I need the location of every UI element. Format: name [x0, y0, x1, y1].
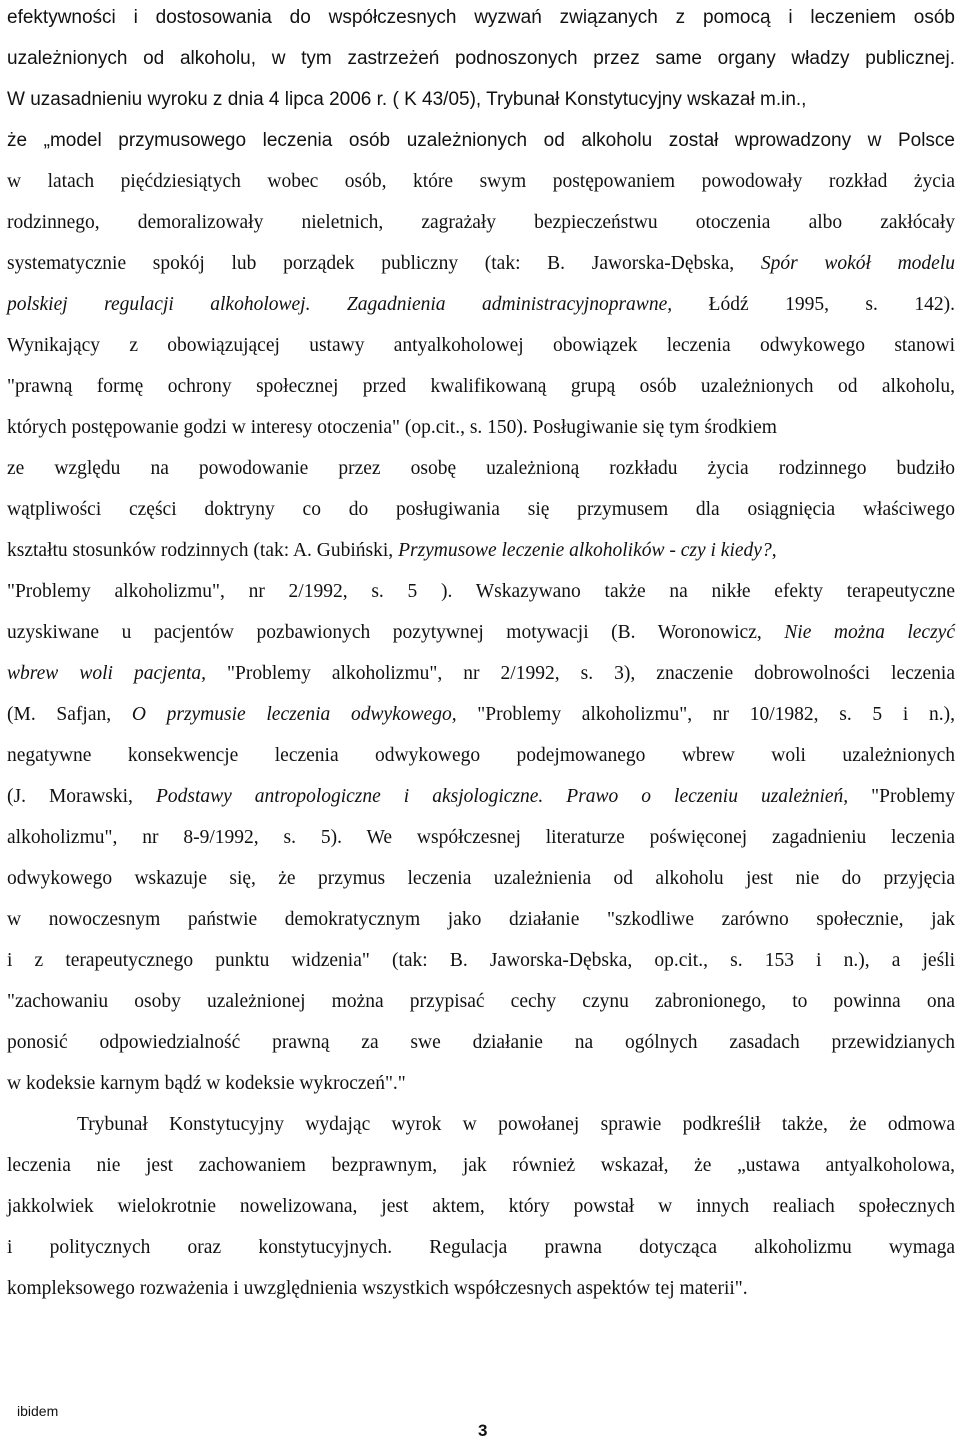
text-line — [7, 782, 955, 812]
italic-citation-text: Nie można leczyć — [784, 622, 955, 643]
text-line — [7, 85, 955, 115]
text-line — [7, 3, 955, 33]
text-segment: w latach pięćdziesiątych wobec osób, które swym postępowaniem powodowały rozkład życia — [7, 171, 955, 192]
text-line — [7, 823, 955, 853]
italic-citation-text: Podstawy antropologiczne i aksjologiczne. Prawo o leczeniu uzależnień, — [155, 786, 849, 807]
text-line — [7, 1151, 955, 1181]
text-line — [7, 1274, 955, 1304]
text-line — [7, 987, 955, 1017]
text-segment: negatywne konsekwencje leczenia odwykowego podejmowanego wbrew woli uzależnionych — [7, 745, 955, 766]
text-line — [7, 946, 955, 976]
text-segment: (J. Morawski, — [7, 786, 156, 807]
text-line — [7, 413, 955, 443]
text-segment: odwykowego wskazuje się, że przymus leczenia uzależnienia od alkoholu jest nie do przyjęcia — [7, 868, 955, 889]
text-line — [7, 741, 955, 771]
text-segment: "Problemy alkoholizmu", nr 10/1982, s. 5 i n.), — [456, 704, 955, 725]
text-line — [7, 208, 955, 238]
text-segment: kompleksowego rozważenia i uwzględnienia wszystkich współczesnych aspektów tej materii". — [7, 1278, 748, 1299]
text-segment: "Problemy alkoholizmu", nr 2/1992, s. 5 ). Wskazywano także na nikłe efekty terapeutyczne — [7, 581, 955, 602]
text-segment: w nowoczesnym państwie demokratycznym jako działanie "szkodliwe zarówno społecznie, jak — [7, 909, 955, 930]
text-segment: Trybunał Konstytucyjny wydając wyrok w powołanej sprawie podkreślił także, że odmowa — [77, 1114, 955, 1135]
text-segment: ze względu na powodowanie przez osobę uzależnioną rozkładu życia rodzinnego budziło — [7, 458, 955, 479]
text-line — [7, 1028, 955, 1058]
italic-citation-text: polskiej regulacji alkoholowej. Zagadnienia administracyjnoprawne, — [7, 294, 673, 315]
text-segment: efektywności i dostosowania do współczesnych wyzwań związanych z pomocą i leczeniem osób — [7, 7, 955, 28]
text-segment: uzależnionych od alkoholu, w tym zastrzeżeń podnoszonych przez same organy władzy publicznej. — [7, 48, 955, 69]
text-line — [7, 700, 955, 730]
italic-citation-text: Przymusowe leczenie alkoholików - czy i kiedy? — [398, 540, 772, 561]
text-segment: że „model przymusowego leczenia osób uzależnionych od alkoholu został wprowadzony w Polsce — [7, 130, 955, 151]
text-line — [7, 905, 955, 935]
text-segment: ponosić odpowiedzialność prawną za swe działanie na ogólnych zasadach przewidzianych — [7, 1032, 955, 1053]
text-segment: wątpliwości części doktryny co do posługiwania się przymusem dla osiągnięcia właściwego — [7, 499, 955, 520]
text-segment: których postępowanie godzi w interesy otoczenia" (op.cit., s. 150). Posługiwanie się tym środkiem — [7, 417, 777, 438]
text-line — [7, 249, 955, 279]
footnote: ibidem — [17, 1403, 59, 1419]
text-segment: "zachowaniu osoby uzależnionej można przypisać cechy czynu zabronionego, to powinna ona — [7, 991, 955, 1012]
text-segment: systematycznie spokój lub porządek publiczny (tak: B. Jaworska-Dębska, — [7, 253, 761, 274]
text-segment: (M. Safjan, — [7, 704, 132, 725]
text-line — [7, 331, 955, 361]
text-segment: w kodeksie karnym bądź w kodeksie wykroczeń"." — [7, 1073, 406, 1094]
text-segment: "Problemy alkoholizmu", nr 2/1992, s. 3), znaczenie dobrowolności leczenia — [206, 663, 955, 684]
text-line — [7, 372, 955, 402]
text-segment: leczenia nie jest zachowaniem bezprawnym, jak również wskazał, że „ustawa antyalkoholowa, — [7, 1155, 955, 1176]
page-number: 3 — [478, 1421, 488, 1440]
text-segment: Łódź 1995, s. 142). — [672, 294, 955, 315]
text-line — [7, 44, 955, 74]
text-line — [7, 454, 955, 484]
text-line — [7, 618, 955, 648]
text-line — [7, 1233, 955, 1263]
text-segment: alkoholizmu", nr 8-9/1992, s. 5). We współczesnej literaturze poświęconej zagadnieniu leczenia — [7, 827, 955, 848]
text-line — [7, 659, 955, 689]
text-segment: uzyskiwane u pacjentów pozbawionych pozytywnej motywacji (B. Woronowicz, — [7, 622, 785, 643]
text-segment: Wynikający z obowiązującej ustawy antyalkoholowej obowiązek leczenia odwykowego stanowi — [7, 335, 955, 356]
text-line — [7, 290, 955, 320]
text-line — [7, 577, 955, 607]
text-segment: i politycznych oraz konstytucyjnych. Regulacja prawna dotycząca alkoholizmu wymaga — [7, 1237, 955, 1258]
italic-citation-text: O przymusie leczenia odwykowego, — [131, 704, 457, 725]
text-segment: , — [771, 540, 777, 561]
italic-citation-text: wbrew woli pacjenta, — [7, 663, 206, 684]
text-line — [7, 1069, 955, 1099]
text-line — [7, 864, 955, 894]
text-line — [7, 536, 955, 566]
text-line — [7, 495, 955, 525]
text-line — [7, 126, 955, 156]
text-segment: jakkolwiek wielokrotnie nowelizowana, jest aktem, który powstał w innych realiach społecznych — [7, 1196, 955, 1217]
text-segment: W uzasadnieniu wyroku z dnia 4 lipca 2006 r. ( K 43/05), Trybunał Konstytucyjny wskazał m.in., — [7, 89, 807, 110]
text-segment: i z terapeutycznego punktu widzenia" (tak: B. Jaworska-Dębska, op.cit., s. 153 i n.), a jeśli — [7, 950, 955, 971]
text-line — [7, 1192, 955, 1222]
italic-citation-text: Spór wokół modelu — [760, 253, 955, 274]
text-segment: "Problemy — [848, 786, 955, 807]
text-segment: kształtu stosunków rodzinnych (tak: A. Gubiński, — [7, 540, 399, 561]
text-line — [77, 1110, 955, 1140]
text-line — [7, 167, 955, 197]
text-segment: "prawną formę ochrony społecznej przed kwalifikowaną grupą osób uzależnionych od alkoholu, — [7, 376, 955, 397]
text-segment: rodzinnego, demoralizowały nieletnich, zagrażały bezpieczeństwu otoczenia albo zakłócały — [7, 212, 955, 233]
